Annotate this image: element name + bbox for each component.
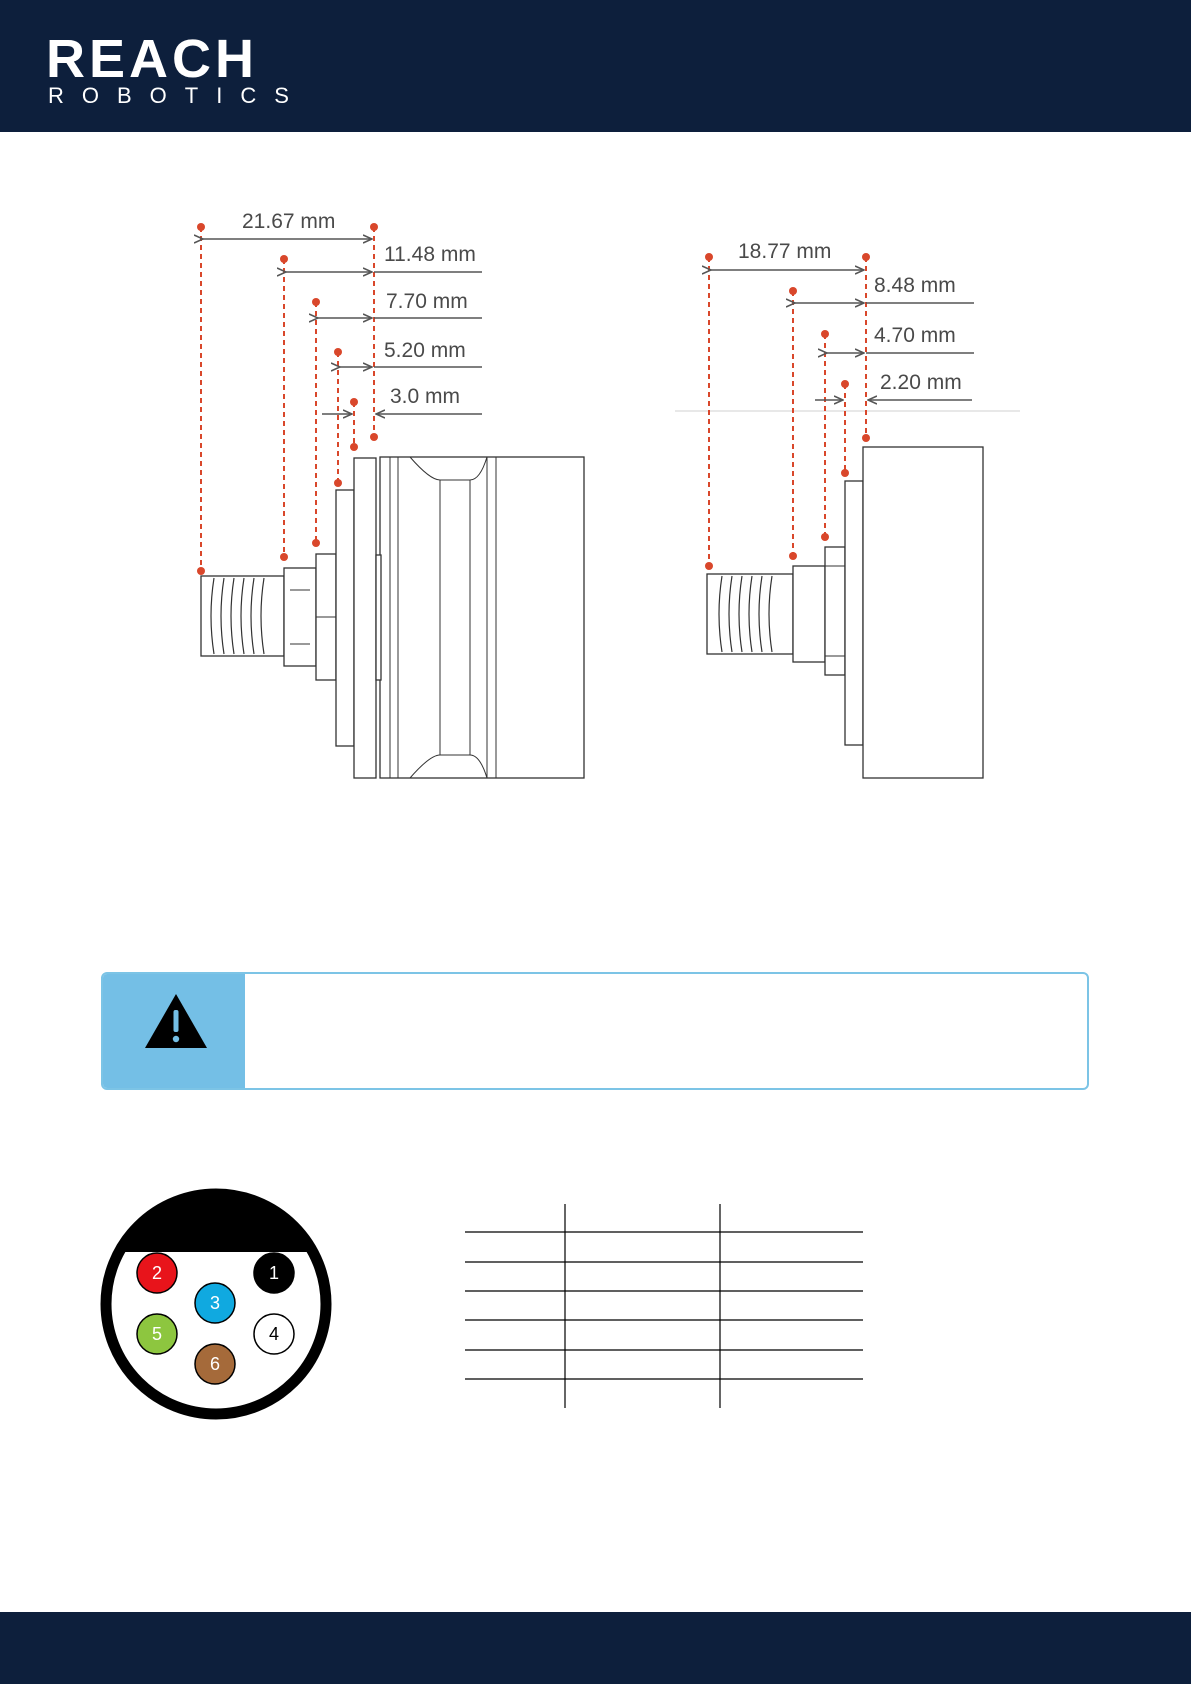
warning-sidebar — [103, 974, 245, 1088]
page-header — [0, 0, 1191, 132]
dim-label-4-70: 4.70 mm — [874, 324, 956, 347]
pin-6 — [195, 1344, 235, 1384]
logo-wordmark: REACH — [46, 29, 259, 89]
pin-2-label: 2 — [151, 1263, 163, 1283]
pin-4 — [254, 1314, 294, 1354]
warning-triangle-icon — [143, 992, 209, 1050]
page-footer — [0, 1612, 1191, 1684]
dim-label-18-77: 18.77 mm — [738, 240, 832, 263]
pin-4-label: 4 — [268, 1324, 280, 1344]
reach-robotics-logo — [46, 29, 307, 112]
connector-pinout-diagram — [98, 1186, 334, 1422]
dim-label-2-20: 2.20 mm — [880, 371, 962, 394]
left-connector-drawing — [197, 210, 584, 778]
dim-label-7-70: 7.70 mm — [386, 290, 468, 313]
pin-3 — [195, 1283, 235, 1323]
logo-subtitle: ROBOTICS — [48, 83, 307, 108]
dim-label-5-20: 5.20 mm — [384, 339, 466, 362]
pin-5 — [137, 1314, 177, 1354]
pinout-table — [465, 1204, 865, 1410]
pin-1-label: 1 — [268, 1263, 280, 1283]
dim-label-8-48: 8.48 mm — [874, 274, 956, 297]
pin-5-label: 5 — [151, 1324, 163, 1344]
dimension-drawings — [0, 132, 1191, 852]
right-connector-drawing — [675, 240, 1020, 778]
warning-callout — [101, 972, 1089, 1090]
dim-label-3-0: 3.0 mm — [390, 385, 461, 408]
pin-1 — [254, 1253, 294, 1293]
pin-3-label: 3 — [209, 1293, 221, 1313]
pin-2 — [137, 1253, 177, 1293]
pin-6-label: 6 — [209, 1354, 221, 1374]
dim-label-21-67: 21.67 mm — [242, 210, 336, 233]
dim-label-11-48: 11.48 mm — [384, 243, 476, 266]
